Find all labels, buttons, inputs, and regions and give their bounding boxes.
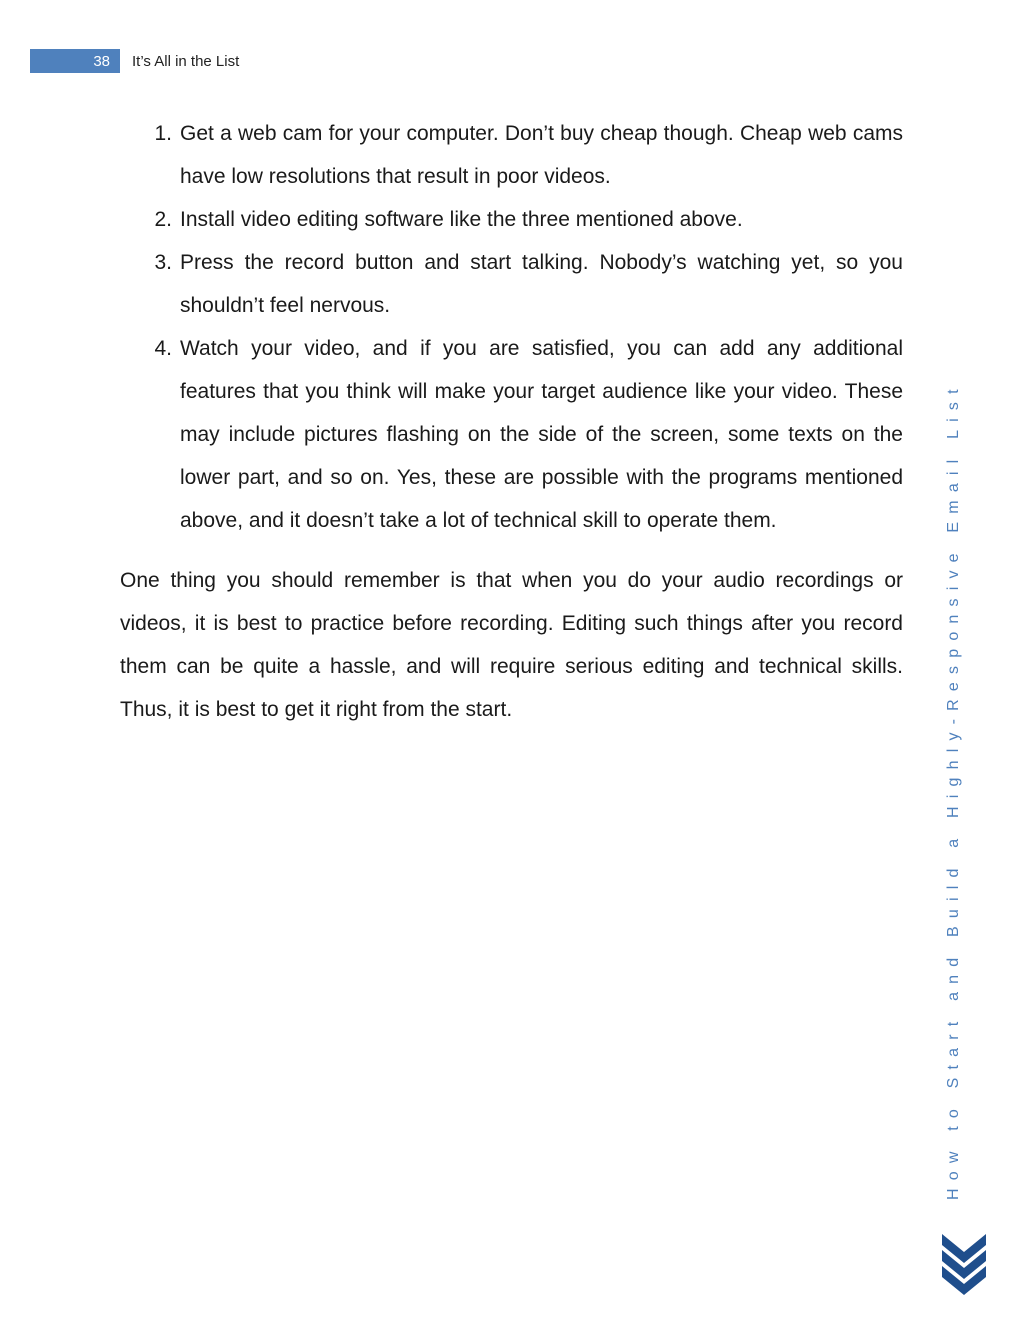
list-item-text: Watch your video, and if you are satisfied, you can add any additional features that you think will make your target audience like your video. These may include pictures flashing on the side of the screen, some texts on the lower part, and so on. Yes, these are possible with the programs mentioned above, and it doesn’t take a lot of technical skill to operate them. [180,337,903,532]
chapter-title: It’s All in the List [132,52,240,70]
list-item [120,198,903,241]
list-item-text: Get a web cam for your computer. Don’t buy cheap though. Cheap web cams have low resolutions that result in poor videos. [180,122,903,188]
body-paragraph: One thing you should remember is that when you do your audio recordings or videos, it is best to practice before recording. Editing such things after you record them can be quite a hassle, and will require serious editing and technical skills. Thus, it is best to get it right from the start. [120,569,903,721]
list-item [120,327,903,542]
list-item-number: 4. [154,337,172,360]
list-item-text: Install video editing software like the three mentioned above. [180,208,743,231]
list-item [120,112,903,198]
list-item-number: 3. [154,251,172,274]
list-item-text: Press the record button and start talking. Nobody’s watching yet, so you shouldn’t feel nervous. [180,251,903,317]
book-title-vertical: How to Start and Build a Highly-Responsive Email List [945,381,962,1200]
page-number: 38 [30,49,120,73]
page-header [30,49,239,73]
double-chevron-down-icon [942,1234,986,1296]
page-body [120,112,903,731]
steps-list [120,112,903,542]
list-item [120,241,903,327]
list-item-number: 1. [154,122,172,145]
list-item-number: 2. [154,208,172,231]
